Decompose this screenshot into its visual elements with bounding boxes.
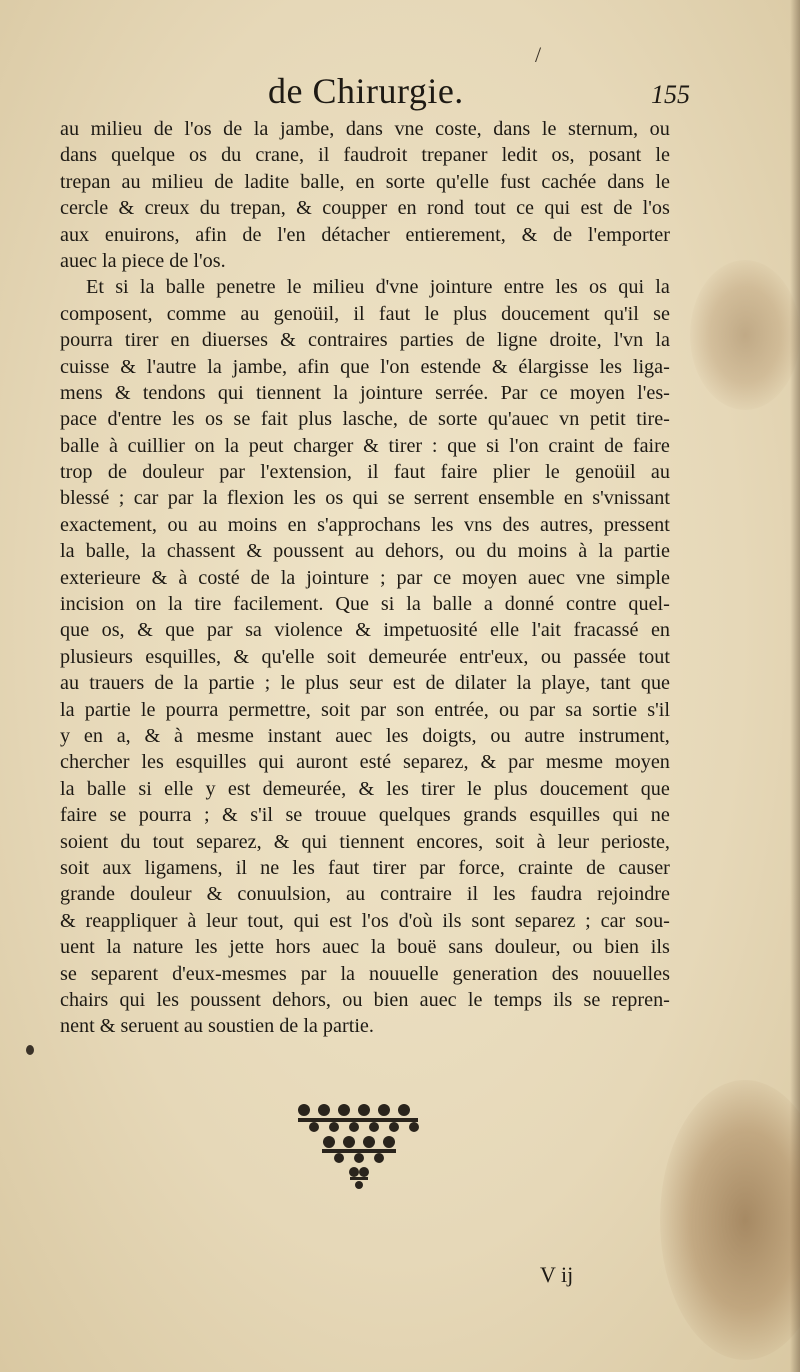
text-line: mens & tendons qui tiennent la jointure serrée. Par ce moyen l'es- <box>60 381 670 404</box>
text-line: exterieure & à costé de la jointure ; par ce moyen auec vne simple <box>60 566 670 589</box>
text-line: pace d'entre les os se fait plus lasche, de sorte qu'auec vn petit tire- <box>60 408 670 431</box>
text-line: se separent d'eux-mesmes par la nouuelle generation des nouuelles <box>60 962 670 985</box>
text-line: la partie le pourra permettre, soit par son entrée, ou par sa sortie s'il <box>60 698 670 721</box>
text-line: la balle si elle y est demeurée, & les tirer le plus doucement que <box>60 777 670 800</box>
text-line: chairs qui les poussent dehors, ou bien auec le temps ils se repren- <box>60 988 670 1011</box>
page-header <box>60 70 690 118</box>
running-title: de Chirurgie. <box>268 71 464 111</box>
text-line: auec la piece de l'os. <box>60 249 226 272</box>
body-text <box>60 116 670 1040</box>
paper-stain-right <box>690 260 800 410</box>
text-line: soient du tout separez, & qui tiennent encores, soit à leur perioste, <box>60 830 670 853</box>
text-line: au milieu de l'os de la jambe, dans vne coste, dans le sternum, ou <box>60 118 670 140</box>
text-line: cuisse & l'autre la jambe, afin que l'on estende & élargisse les liga- <box>60 355 670 378</box>
text-line: composent, comme au genoüil, il faut le plus doucement qu'il se <box>60 302 670 325</box>
text-line: au trauers de la partie ; le plus seur est de dilater la playe, tant que <box>60 672 670 695</box>
text-line: la balle, la chassent & poussent au dehors, ou du moins à la partie <box>60 540 670 563</box>
text-line: blessé ; car par la flexion les os qui se serrent ensemble en s'vnissant <box>60 487 670 510</box>
text-line: aux enuirons, afin de l'en détacher entierement, & de l'emporter <box>60 223 670 246</box>
text-line: balle à cuillier on la peut charger & tirer : que si l'on craint de faire <box>60 434 670 457</box>
text-line: soit aux ligamens, il ne les faut tirer par force, crainte de causer <box>60 856 670 879</box>
page-number: 155 <box>651 80 690 109</box>
fleuron-row-middle <box>322 1136 396 1163</box>
text-line: faire se pourra ; & s'il se trouue quelques grands esquilles qui ne <box>60 804 670 827</box>
text-line: trop de douleur par l'extension, il faut faire plier le genoüil au <box>60 461 670 484</box>
fleuron-row-top <box>298 1104 419 1132</box>
text-line: trepan au milieu de ladite balle, en sorte qu'elle fust cachée dans le <box>60 170 670 193</box>
text-line: nent & seruent au soustien de la partie. <box>60 1015 374 1038</box>
fleuron-row-bottom <box>349 1167 369 1189</box>
text-line: cercle & creux du trepan, & coupper en rond tout ce qui est de l'os <box>60 197 670 220</box>
fleuron-ornament <box>294 1100 424 1190</box>
text-line: Et si la balle penetre le milieu d'vne jointure entre les os qui la <box>86 276 670 299</box>
text-line: incision on la tire facilement. Que si la balle a donné contre quel- <box>60 593 670 616</box>
text-line: plusieurs esquilles, & qu'elle soit demeurée entr'eux, ou passée tout <box>60 645 670 668</box>
text-line: exactement, ou au moins en s'approchans les vns des autres, pressent <box>60 513 670 536</box>
ink-mark: / <box>535 42 542 67</box>
paper-stain-bottom-right <box>660 1080 800 1360</box>
signature-mark: V ij <box>540 1262 574 1287</box>
margin-ink-dot <box>26 1045 34 1055</box>
text-line: dans quelque os du crane, il faudroit trepaner ledit os, posant le <box>60 144 670 167</box>
text-line: uent la nature les jette hors auec la bouë sans douleur, ou bien ils <box>60 936 670 959</box>
text-line: & reappliquer à leur tout, qui est l'os d'où ils sont separez ; car sou- <box>60 909 670 932</box>
text-line: que os, & que par sa violence & impetuosité elle l'ait fracassé en <box>60 619 670 642</box>
text-line: chercher les esquilles qui auront esté separez, & par mesme moyen <box>60 751 670 774</box>
text-line: grande douleur & conuulsion, au contraire il les faudra rejoindre <box>60 883 670 906</box>
text-line: pourra tirer en diuerses & contraires parties de ligne droite, l'vn la <box>60 329 670 352</box>
text-line: y en a, & à mesme instant auec les doigts, ou autre instrument, <box>60 724 670 747</box>
